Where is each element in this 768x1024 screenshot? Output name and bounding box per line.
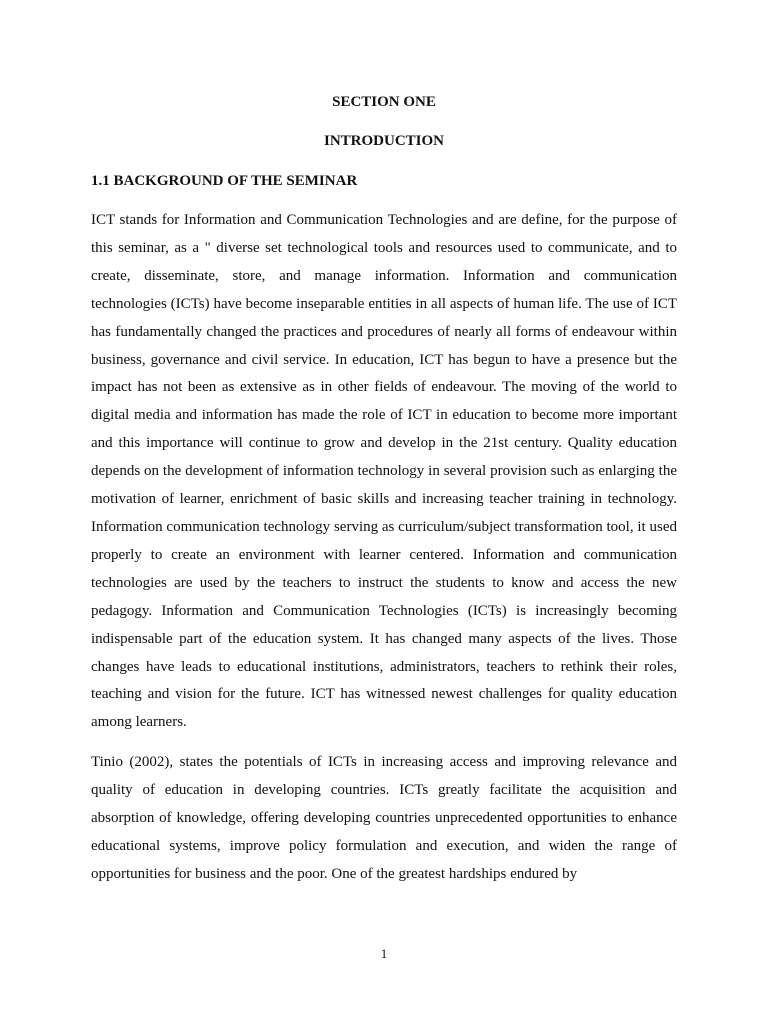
chapter-title: INTRODUCTION <box>323 133 444 149</box>
body-paragraph: ICT stands for Information and Communication Technologies and are define, for the purpose of this seminar, as a " diverse set technological tools and resources used to communicate, and to create, disseminate, store, and manage information. Information and communication technologies (ICTs) have become inseparable entities in all aspects of human life. The use of ICT has fundamentally changed the practices and procedures of nearly all forms of endeavour within business, governance and civil service. In education, ICT has begun to have a presence but the impact has not been as extensive as in other fields of endeavour. The moving of the world to digital media and information has made the role of ICT in education to become more important and this importance will continue to grow and develop in the 21st century. Quality education depends on the development of information technology in several provision such as enlarging the motivation of learner, enrichment of basic skills and increasing teacher training in technology. Information communication technology serving as curriculum/subject transformation tool, it used properly to create an environment with learner centered. Information and communication technologies are used by the teachers to instruct the students to know and access the new pedagogy. Information and Communication Technologies (ICTs) is increasingly becoming indispensable part of the education system. It has changed many aspects of the lives. Those changes have leads to educational institutions, administrators, teachers to rethink their roles, teaching and vision for the future. ICT has witnessed newest challenges for quality education among learners. <box>91 212 677 731</box>
body-paragraph: Tinio (2002), states the potentials of ICTs in increasing access and improving relevance and quality of education in developing countries. ICTs greatly facilitate the acquisition and absorption of knowledge, offering developing countries unprecedented opportunities to enhance educational systems, improve policy formulation and execution, and widen the range of opportunities for business and the poor. One of the greatest hardships endured by <box>91 754 677 882</box>
section-heading: 1.1 BACKGROUND OF THE SEMINAR <box>91 173 358 189</box>
page-number: 1 <box>380 946 388 961</box>
section-label: SECTION ONE <box>332 94 436 110</box>
